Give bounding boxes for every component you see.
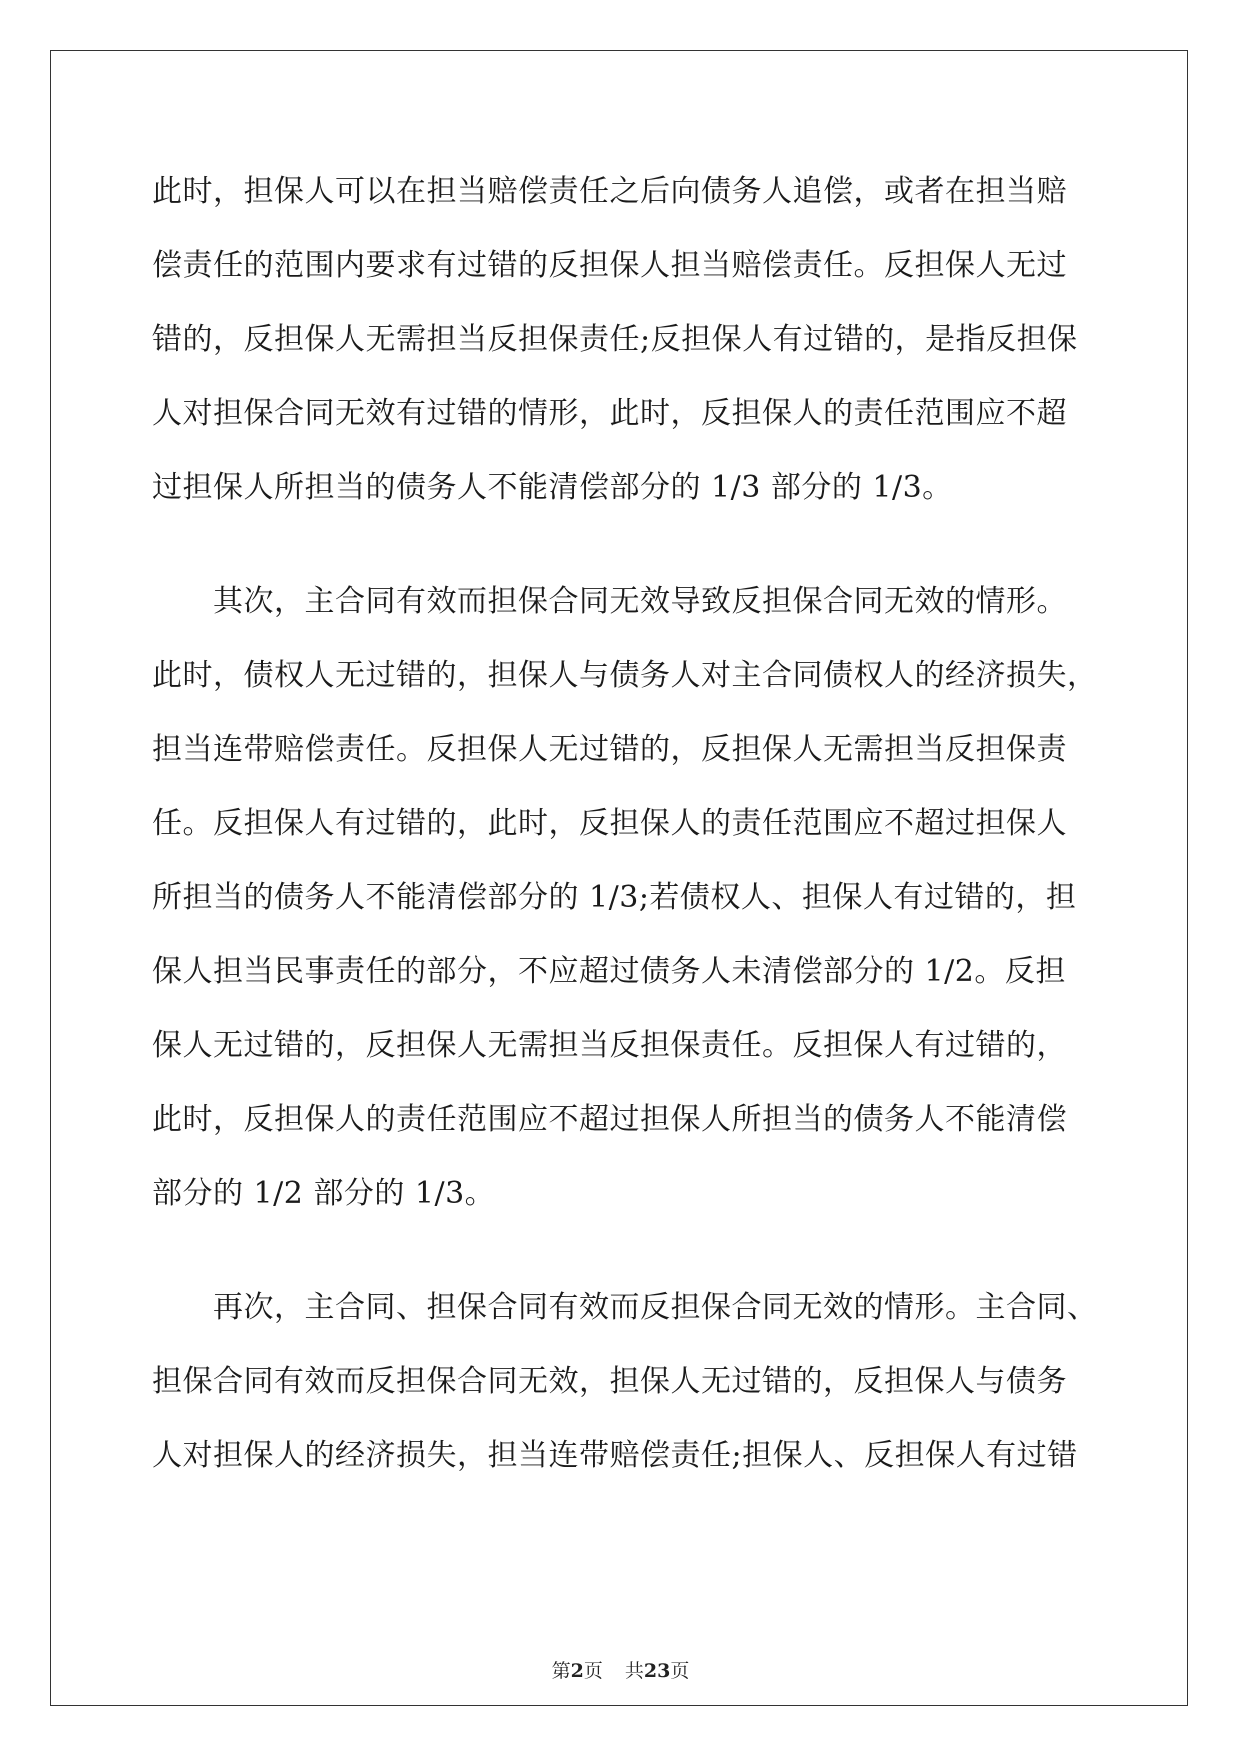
text-line: 保人担当民事责任的部分，不应超过债务人未清偿部分的 1/2。反担 [152,954,1066,989]
text-line: 错的，反担保人无需担当反担保责任;反担保人有过错的，是指反担保 [152,322,1078,357]
page-label-suffix: 页 [583,1660,603,1682]
text-line: 其次，主合同有效而担保合同无效导致反担保合同无效的情形。 [152,584,1067,619]
text-line: 任。反担保人有过错的，此时，反担保人的责任范围应不超过担保人 [152,806,1067,841]
text-line: 过担保人所担当的债务人不能清偿部分的 1/3 部分的 1/3。 [152,470,953,505]
text-line: 担当连带赔偿责任。反担保人无过错的，反担保人无需担当反担保责 [152,732,1067,767]
text-line: 保人无过错的，反担保人无需担当反担保责任。反担保人有过错的， [152,1028,1067,1063]
text-line: 人对担保合同无效有过错的情形，此时，反担保人的责任范围应不超 [152,396,1067,431]
text-line: 担保合同有效而反担保合同无效，担保人无过错的，反担保人与债务 [152,1364,1067,1399]
total-pages: 23 [643,1660,671,1682]
page-number: 2 [570,1660,584,1682]
text-line: 此时，反担保人的责任范围应不超过担保人所担当的债务人不能清偿 [152,1102,1067,1137]
text-line: 部分的 1/2 部分的 1/3。 [152,1176,496,1211]
text-line: 偿责任的范围内要求有过错的反担保人担当赔偿责任。反担保人无过 [152,248,1067,283]
text-line: 再次，主合同、担保合同有效而反担保合同无效的情形。主合同、 [152,1290,1098,1325]
text-line: 所担当的债务人不能清偿部分的 1/3;若债权人、担保人有过错的，担 [152,880,1077,915]
text-line: 此时，担保人可以在担当赔偿责任之后向债务人追偿，或者在担当赔 [152,174,1067,209]
total-label-prefix: 共 [624,1660,644,1682]
page-footer [0,1656,1241,1686]
text-line: 此时，债权人无过错的，担保人与债务人对主合同债权人的经济损失， [152,658,1098,693]
total-label-suffix: 页 [670,1660,690,1682]
page-label-prefix: 第 [551,1660,571,1682]
text-line: 人对担保人的经济损失，担当连带赔偿责任;担保人、反担保人有过错 [152,1438,1078,1473]
